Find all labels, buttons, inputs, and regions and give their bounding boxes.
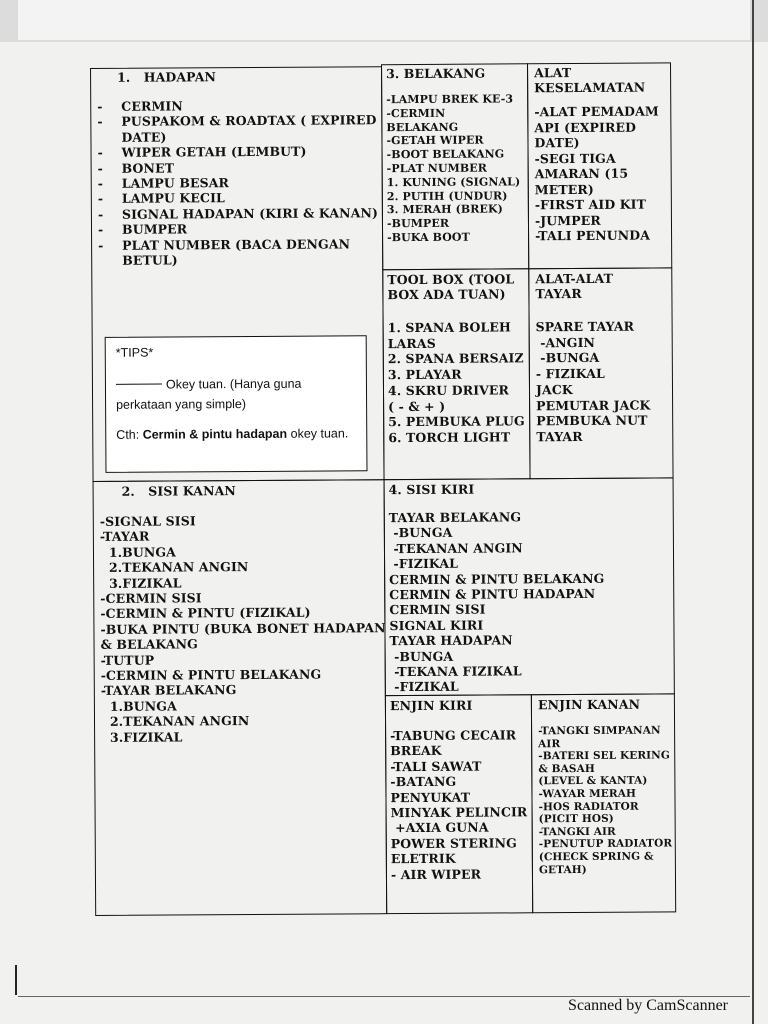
scan-left-mark bbox=[15, 965, 17, 995]
scan-top-edge bbox=[0, 0, 768, 42]
section-alat-tayar bbox=[528, 267, 673, 479]
tips-example: Cth: Cermin & pintu hadapan okey tuan. bbox=[116, 426, 349, 442]
section-hadapan bbox=[90, 66, 385, 482]
list-item: - SIGNAL HADAPAN (KIRI & KANAN) bbox=[98, 205, 378, 222]
section-body: -TANGKI SIMPANAN AIR -BATERI SEL KERING & BASAH (LEVEL & KANTA) -WAYAR MERAH -HOS RADIATOR (PICIT HOS) -TANGKI AIR -PENUTUP RADIATOR (CHECK SPRING & GETAH) bbox=[538, 724, 673, 876]
section-belakang bbox=[381, 63, 529, 270]
list-item: - BONET bbox=[98, 159, 378, 176]
tips-title: *TIPS* bbox=[115, 345, 154, 360]
section-body: -SIGNAL SISI -TAYAR 1.BUNGA 2.TEKANAN ANGIN 3.FIZIKAL -CERMIN SISI -CERMIN & PINTU (FIZIKAL) -BUKA PINTU (BUKA BONET HADAPAN & BELAKANG -TUTUP -CERMIN & PINTU BELAKANG -TAYAR BELAKANG 1.BUNGA 2.TEKANAN ANGIN 3.FIZIKAL bbox=[99, 513, 386, 745]
section-title: 1. HADAPAN bbox=[117, 69, 217, 85]
list-item: - LAMPU BESAR bbox=[98, 174, 378, 191]
tips-line-2: perkataan yang simple) bbox=[116, 397, 247, 412]
section-sisi-kanan bbox=[93, 479, 388, 916]
section-body: SPARE TAYAR -ANGIN -BUNGA - FIZIKAL JACK PEMUTAR JACK PEMBUKA NUT TAYAR bbox=[535, 318, 651, 445]
scan-right-edge bbox=[752, 0, 754, 1024]
tips-line-1: Okey tuan. (Hanya guna bbox=[116, 377, 302, 392]
section-enjin-kiri bbox=[385, 694, 533, 914]
section-title: ENJIN KIRI bbox=[389, 697, 473, 714]
tips-box bbox=[105, 335, 368, 473]
section-body: TAYAR BELAKANG -BUNGA -TEKANAN ANGIN -FIZIKAL CERMIN & PINTU BELAKANG CERMIN & PINTU HADAPAN CERMIN SISI SIGNAL KIRI TAYAR HADAPAN -BUNGA -TEKANA FIZIKAL -FIZIKAL bbox=[388, 509, 605, 695]
list-item: - PLAT NUMBER (BACA DENGAN BETUL) bbox=[98, 236, 378, 269]
section-body: -ALAT PEMADAM API (EXPIRED DATE) -SEGI TIGA AMARAN (15 METER) -FIRST AID KIT -JUMPER -TALI PENUNDA bbox=[534, 103, 659, 244]
list-item: - BUMPER bbox=[98, 220, 378, 237]
section-tool-box bbox=[382, 268, 530, 480]
scanner-footer: Scanned by CamScanner bbox=[568, 997, 728, 1014]
section-title: 2. SISI KANAN bbox=[121, 483, 236, 499]
section-alat-keselamatan bbox=[527, 62, 672, 269]
section-sisi-kiri bbox=[384, 477, 675, 696]
list-item: - PUSPAKOM & ROADTAX ( EXPIRED DATE) bbox=[97, 113, 377, 146]
section-enjin-kanan bbox=[531, 693, 676, 913]
hadapan-list bbox=[97, 97, 378, 268]
section-title: TOOL BOX (TOOL BOX ADA TUAN) bbox=[387, 271, 515, 303]
section-title: 3. BELAKANG bbox=[386, 65, 486, 82]
section-title: ENJIN KANAN bbox=[537, 696, 641, 713]
section-body: 1. SPANA BOLEH LARAS 2. SPANA BERSAIZ 3. PLAYAR 4. SKRU DRIVER ( - & + ) 5. PEMBUKA PLUG 6. TORCH LIGHT bbox=[387, 319, 525, 446]
checklist-sheet bbox=[86, 60, 675, 916]
section-title: ALAT-ALAT TAYAR bbox=[535, 270, 614, 302]
section-title: ALAT KESELAMATAN bbox=[534, 65, 646, 96]
section-body: -TABUNG CECAIR BREAK -TALI SAWAT -BATANG PENYUKAT MINYAK PELINCIR +AXIA GUNA POWER STERING ELETRIK - AIR WIPER bbox=[390, 727, 528, 882]
list-item: - LAMPU KECIL bbox=[98, 190, 378, 207]
section-body: -LAMPU BREK KE-3 -CERMIN BELAKANG -GETAH WIPER -BOOT BELAKANG -PLAT NUMBER 1. KUNING (SIGNAL) 2. PUTIH (UNDUR) 3. MERAH (BREK) -BUMPER -BUKA BOOT bbox=[386, 92, 521, 245]
list-item: - CERMIN bbox=[97, 97, 377, 114]
section-title: 4. SISI KIRI bbox=[388, 481, 475, 498]
list-item: - WIPER GETAH (LEMBUT) bbox=[97, 143, 377, 160]
